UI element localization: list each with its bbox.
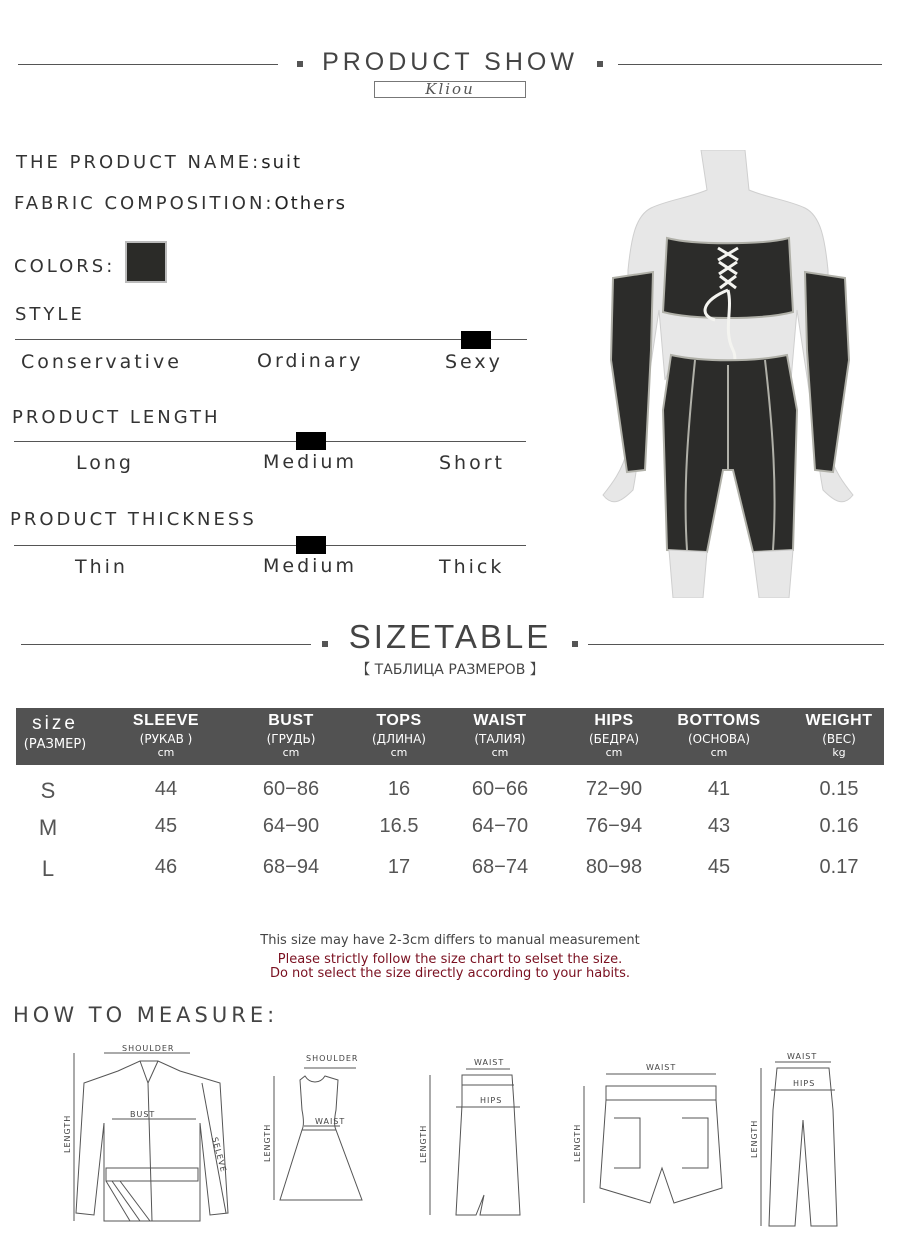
length-option-short: Short <box>439 452 505 474</box>
size-table-cell: 41 <box>707 778 731 800</box>
product-name <box>16 152 302 173</box>
header-russian-label: (БЕДРА) <box>589 732 639 746</box>
size-table-cell: 0.15 <box>819 778 859 800</box>
product-photo <box>583 150 873 598</box>
size-table-cell: 16.5 <box>379 815 419 837</box>
size-table-cell: 68−74 <box>471 856 529 878</box>
size-table-cell: 76−94 <box>585 815 643 837</box>
jacket-length-label: LENGTH <box>63 1114 72 1153</box>
skirt-waist-label: WAIST <box>474 1058 505 1067</box>
size-table-cell: 17 <box>387 856 411 878</box>
size-table-cell: 64−70 <box>471 815 529 837</box>
size-table-cell: 16 <box>387 778 411 800</box>
header-unit-label: cm <box>157 746 175 759</box>
size-table-header-cell <box>236 708 346 759</box>
thickness-title: PRODUCT THICKNESS <box>10 509 257 530</box>
dress-length-label: LENGTH <box>263 1123 272 1162</box>
length-scale-line <box>14 441 526 442</box>
thickness-option-medium: Medium <box>263 555 357 577</box>
header-unit-label: kg <box>832 746 846 759</box>
header-russian-label: (ОСНОВА) <box>687 732 751 746</box>
header-russian-label: (ДЛИНА) <box>372 732 426 746</box>
header-main-label: HIPS <box>594 712 634 729</box>
shorts-measure-diagram <box>570 1058 730 1213</box>
size-table-cell: 46 <box>154 856 178 878</box>
shorts-length-label: LENGTH <box>573 1123 582 1162</box>
size-table-cell: 0.17 <box>819 856 859 878</box>
style-scale-line <box>15 339 527 340</box>
dress-measure-diagram <box>260 1050 370 1215</box>
jacket-shoulder-label: SHOULDER <box>122 1044 175 1053</box>
sizetable-rule-right <box>588 644 884 645</box>
sizetable-title: SIZETABLE <box>348 618 552 655</box>
fabric-composition <box>14 193 347 214</box>
style-option-sexy: Sexy <box>445 351 503 373</box>
dress-waist-label: WAIST <box>315 1117 346 1126</box>
size-table-header-cell <box>445 708 555 759</box>
fabric-value: Others <box>274 193 347 214</box>
header-russian-label: (ГРУДЬ) <box>266 732 316 746</box>
header-unit-label: cm <box>605 746 623 759</box>
product-left-sleeve <box>611 272 653 472</box>
size-table-header-cell <box>0 708 110 752</box>
size-table-header-cell <box>784 708 894 759</box>
size-table-cell: 45 <box>154 815 178 837</box>
style-title: STYLE <box>15 304 85 325</box>
header-main-label: size <box>32 713 78 734</box>
size-table-header-cell <box>344 708 454 759</box>
color-swatch[interactable] <box>125 241 167 283</box>
sizetable-rule-left <box>21 644 311 645</box>
product-right-sleeve <box>805 272 849 472</box>
header-russian-label: (ВЕС) <box>822 732 856 746</box>
colors-label: COLORS: <box>14 256 116 277</box>
thickness-scale-marker <box>296 536 326 554</box>
skirt-measure-diagram <box>410 1055 540 1225</box>
header-russian-label: (ТАЛИЯ) <box>474 732 526 746</box>
size-table-cell: 64−90 <box>262 815 320 837</box>
size-table-header <box>16 708 884 765</box>
size-table-cell: 60−66 <box>471 778 529 800</box>
header-dot-right <box>597 61 603 67</box>
page-title: PRODUCT SHOW <box>322 48 578 76</box>
jacket-sleeve-label: SELEVE <box>210 1136 229 1174</box>
fabric-label: FABRIC COMPOSITION: <box>14 193 275 214</box>
sizetable-dot-left <box>322 641 328 647</box>
measurement-note: This size may have 2-3cm differs to manual measurement <box>260 933 640 948</box>
product-name-label: THE PRODUCT NAME: <box>16 152 262 173</box>
header-main-label: SLEEVE <box>132 712 200 729</box>
skirt-length-label: LENGTH <box>419 1124 428 1163</box>
header-unit-label: cm <box>390 746 408 759</box>
size-table-header-cell <box>664 708 774 759</box>
pants-measure-diagram <box>745 1050 855 1230</box>
size-table-header-cell <box>559 708 669 759</box>
header-russian-label: (РАЗМЕР) <box>23 737 87 752</box>
header-rule-right <box>618 64 882 65</box>
header-russian-label: (РУКАВ ) <box>139 732 193 746</box>
pants-waist-label: WAIST <box>787 1052 818 1061</box>
size-table-cell: 45 <box>707 856 731 878</box>
size-table-header-cell <box>111 708 221 759</box>
style-option-ordinary: Ordinary <box>257 350 364 372</box>
size-table-cell: 72−90 <box>585 778 643 800</box>
header-unit-label: cm <box>491 746 509 759</box>
product-shorts <box>663 355 797 552</box>
length-option-medium: Medium <box>263 451 357 473</box>
shorts-waist-label: WAIST <box>646 1063 677 1072</box>
size-table-cell: 44 <box>154 778 178 800</box>
size-table-row-label: L <box>41 856 55 881</box>
header-main-label: WEIGHT <box>805 712 873 729</box>
header-unit-label: cm <box>282 746 300 759</box>
size-table-cell: 60−86 <box>262 778 320 800</box>
header-main-label: WAIST <box>473 712 527 729</box>
length-option-long: Long <box>76 452 134 474</box>
length-scale-marker <box>296 432 326 450</box>
size-table-cell: 80−98 <box>585 856 643 878</box>
header-rule-left <box>18 64 278 65</box>
sizetable-subtitle: 【 ТАБЛИЦА РАЗМЕРОВ 】 <box>356 662 544 678</box>
sizetable-dot-right <box>572 641 578 647</box>
brand-logo: Kliou <box>374 81 526 98</box>
size-table-row-label: S <box>40 778 56 803</box>
header-main-label: TOPS <box>376 712 422 729</box>
size-warning-line2: Do not select the size directly according to your habits. <box>269 966 631 981</box>
header-main-label: BUST <box>268 712 314 729</box>
pants-length-label: LENGTH <box>750 1119 759 1158</box>
thickness-option-thick: Thick <box>439 556 505 578</box>
jacket-measure-diagram <box>60 1043 235 1228</box>
style-scale-marker <box>461 331 491 349</box>
style-option-conservative: Conservative <box>21 351 182 373</box>
pants-hips-label: HIPS <box>793 1079 816 1088</box>
thickness-option-thin: Thin <box>75 556 128 578</box>
header-main-label: BOTTOMS <box>677 712 761 729</box>
dress-shoulder-label: SHOULDER <box>306 1054 359 1063</box>
size-table-cell: 68−94 <box>262 856 320 878</box>
size-warning-line1: Please strictly follow the size chart to selset the size. <box>277 952 623 967</box>
thickness-scale-line <box>14 545 526 546</box>
how-to-measure-title: HOW TO MEASURE: <box>13 1003 279 1027</box>
size-table-row-label: M <box>38 815 58 840</box>
header-unit-label: cm <box>710 746 728 759</box>
size-table-cell: 43 <box>707 815 731 837</box>
length-title: PRODUCT LENGTH <box>12 407 221 428</box>
size-table-cell: 0.16 <box>819 815 859 837</box>
product-name-value: suit <box>261 152 303 173</box>
jacket-bust-label: BUST <box>130 1110 156 1119</box>
skirt-hips-label: HIPS <box>480 1096 503 1105</box>
